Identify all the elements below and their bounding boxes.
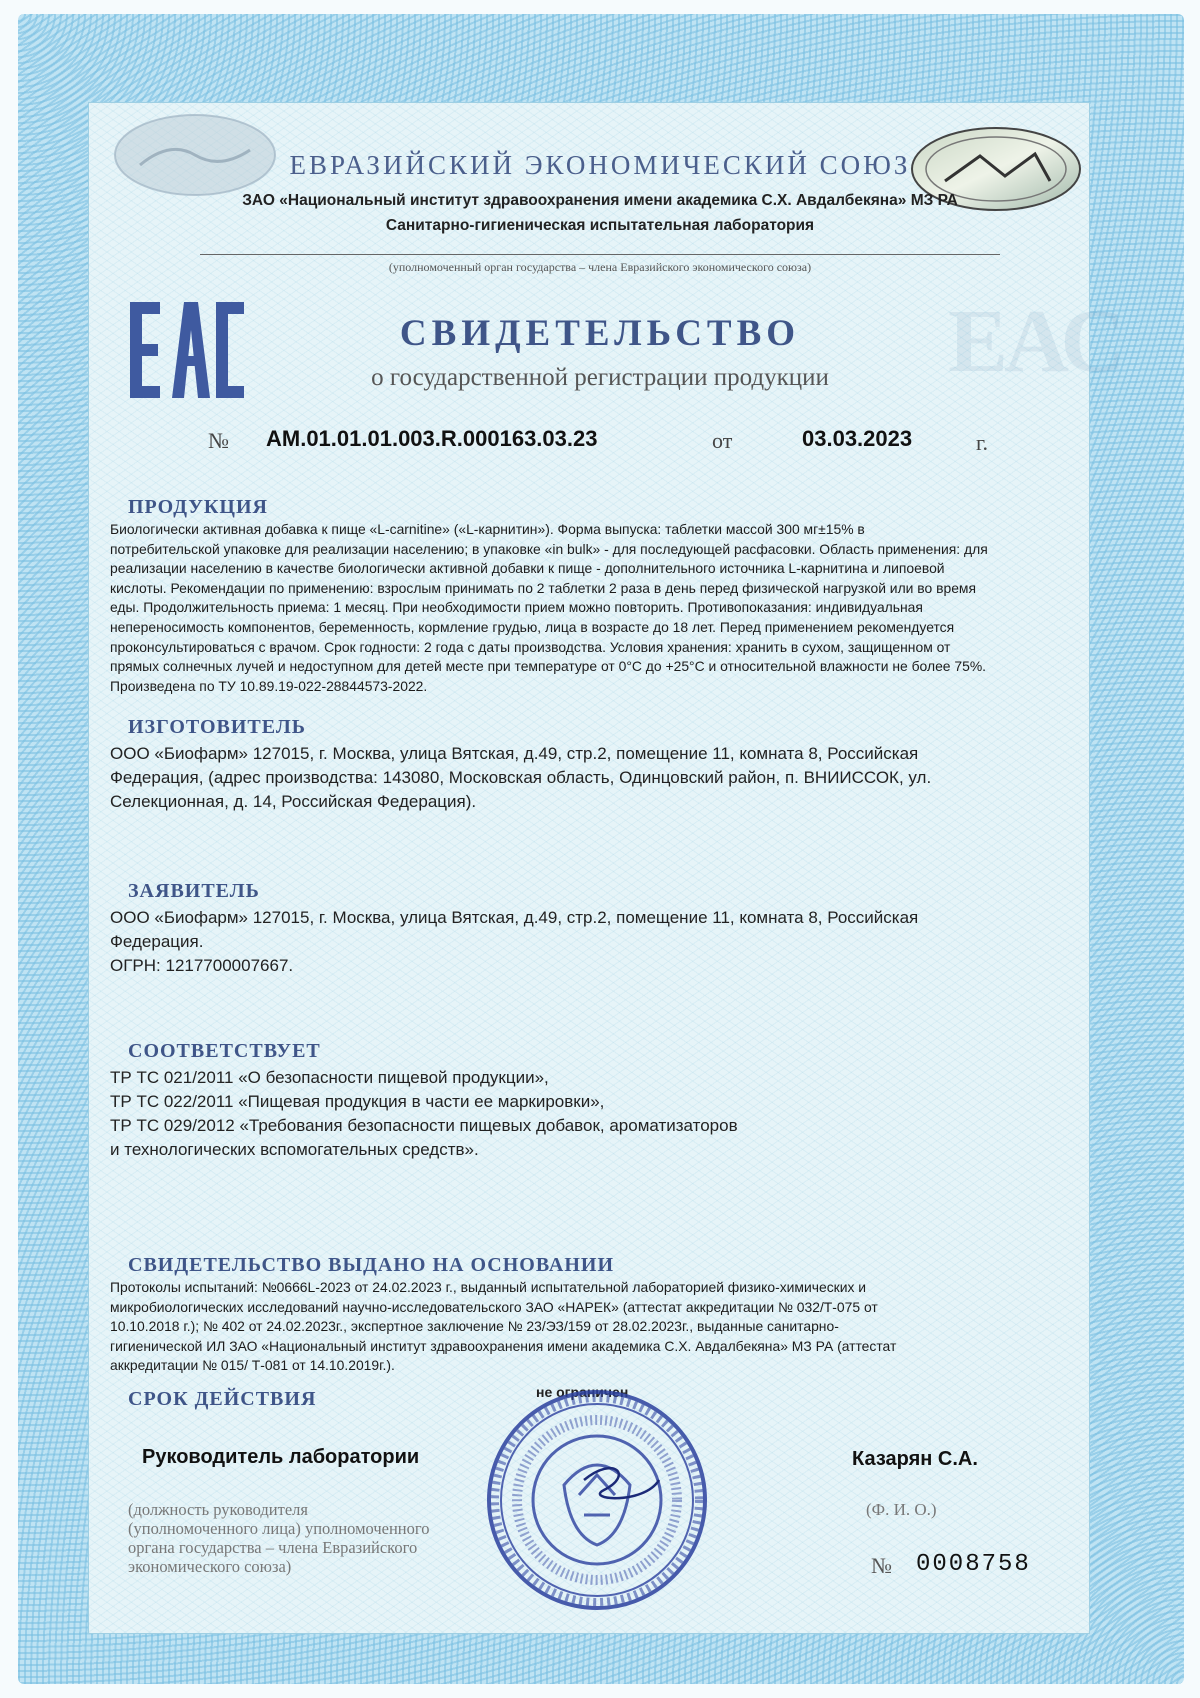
basis-line: аккредитации № 015/ Т-081 от 14.10.2019г.).: [110, 1357, 395, 1374]
applicant-heading: ЗАЯВИТЕЛЬ: [128, 880, 260, 902]
manufacturer-line: ООО «Биофарм» 127015, г. Москва, улица Вятская, д.49, стр.2, помещение 11, комната 8, Российская: [110, 744, 919, 763]
basis-line: гигиенической ИЛ ЗАО «Национальный институт здравоохранения имени академика С.Х. Авдалбекяна» МЗ РА (аттестат: [110, 1337, 897, 1354]
certificate-title: СВИДЕТЕЛЬСТВО: [399, 313, 801, 354]
eac-logo-icon: [128, 300, 246, 400]
product-line: Произведена по ТУ 10.89.19-022-28844573-2022.: [110, 677, 428, 694]
regulation-item: ТР ТС 021/2011 «О безопасности пищевой продукции»,: [110, 1068, 549, 1087]
basis-line: микробиологических исследований научно-исследовательского ЗАО «НАРЕК» (аттестат аккредитации № 032/Т-075 от: [110, 1298, 878, 1315]
certificate-subtitle: о государственной регистрации продукции: [371, 364, 829, 391]
header-divider: [200, 254, 1000, 255]
applicant-line: ОГРН: 1217700007667.: [110, 956, 294, 975]
signatory-position: Руководитель лаборатории: [142, 1446, 420, 1468]
form-serial-number: 0008758: [916, 1551, 1031, 1578]
basis-heading: СВИДЕТЕЛЬСТВО ВЫДАНО НА ОСНОВАНИИ: [128, 1254, 615, 1276]
eac-watermark: ЕАС: [948, 292, 1122, 391]
product-heading: ПРОДУКЦИЯ: [128, 496, 268, 518]
product-line: непереносимость компонентов, беременность, кормление грудью, лица в возрасте до 18 лет. Перед применением рекомендуется: [110, 618, 955, 635]
fio-note: (Ф. И. О.): [866, 1500, 937, 1519]
date-prefix: от: [712, 428, 733, 453]
regulation-item: ТР ТС 022/2011 «Пищевая продукция в части ее маркировки»,: [110, 1092, 605, 1111]
manufacturer-line: Селекционная, д. 14, Российская Федерация).: [110, 792, 477, 811]
conforms-list: [110, 1066, 1010, 1162]
product-description: [110, 520, 1078, 696]
certificate-date: 03.03.2023: [802, 426, 913, 451]
institute-name: ЗАО «Национальный институт здравоохранения имени академика С.Х. Авдалбекяна» МЗ РА: [242, 192, 958, 209]
basis-line: 10.10.2018 г.); № 402 от 24.02.2023г., экспертное заключение № 23/ЭЗ/159 от 28.02.2023г., выданные санитарно-: [110, 1318, 839, 1335]
number-label: №: [208, 428, 229, 453]
product-line: кислоты. Рекомендации по применению: взрослым принимать по 2 таблетки 2 раза в день перед физической нагрузкой или во время: [110, 579, 976, 596]
manufacturer-address: [110, 742, 1065, 814]
product-line: реализации населению в качестве биологически активной добавки к пище - дополнительного источника L-карнитина и липоевой: [110, 560, 945, 577]
manufacturer-heading: ИЗГОТОВИТЕЛЬ: [128, 716, 306, 738]
position-note-line: органа государства – члена Евразийского: [128, 1538, 418, 1557]
official-stamp-icon: [484, 1385, 710, 1615]
applicant-line: Федерация.: [110, 932, 204, 951]
union-title: ЕВРАЗИЙСКИЙ ЭКОНОМИЧЕСКИЙ СОЮЗ: [289, 150, 911, 180]
serial-label: №: [871, 1553, 892, 1578]
product-line: Биологически активная добавка к пище «L-carnitine» («L-карнитин»). Форма выпуска: таблетки массой 300 мг±15% в: [110, 521, 865, 537]
certificate-number: AM.01.01.01.003.R.000163.03.23: [266, 426, 598, 451]
product-line: еды. Продолжительность приема: 1 месяц. При необходимости прием можно повторить. Противопоказания: индивидуальная: [110, 599, 923, 616]
product-line: потребительской упаковке для реализации населению; в упаковке «in bulk» - для последующей расфасовки. Область применения: для: [110, 540, 988, 557]
position-note-line: (должность руководителя: [128, 1500, 308, 1519]
validity-heading: СРОК ДЕЙСТВИЯ: [128, 1388, 317, 1410]
laboratory-name: Санитарно-гигиеническая испытательная лаборатория: [385, 217, 815, 234]
validity-value: не ограничен: [536, 1384, 629, 1400]
date-suffix: г.: [976, 430, 989, 455]
regulation-item: ТР ТС 029/2012 «Требования безопасности пищевых добавок, ароматизаторов: [110, 1116, 738, 1135]
regulation-item: и технологических вспомогательных средств».: [110, 1140, 479, 1159]
applicant-address: [110, 906, 1078, 978]
product-line: прямых солнечных лучей и недоступном для детей месте при температуре от 0°С до +25°С и относительной влажности не более 75%.: [110, 658, 987, 675]
product-line: проконсультироваться с врачом. Срок годности: 2 года с даты производства. Условия хранения: хранить в сухом, защищенном от: [110, 638, 951, 655]
position-note-line: экономического союза): [128, 1557, 292, 1576]
signatory-name: Казарян С.А.: [852, 1448, 978, 1470]
authority-note: (уполномоченный орган государства – члена Евразийского экономического союза): [388, 260, 812, 274]
basis-text: [110, 1278, 1078, 1376]
manufacturer-line: Федерация, (адрес производства: 143080, Московская область, Одинцовский район, п. ВНИИССОК, ул.: [110, 768, 932, 787]
applicant-line: ООО «Биофарм» 127015, г. Москва, улица Вятская, д.49, стр.2, помещение 11, комната 8, Российская: [110, 908, 919, 927]
position-note: [128, 1500, 508, 1576]
conforms-heading: СООТВЕТСТВУЕТ: [128, 1040, 321, 1062]
basis-line: Протоколы испытаний: №0666L-2023 от 24.02.2023 г., выданный испытательной лабораторией физико-химических и: [110, 1279, 867, 1295]
position-note-line: (уполномоченного лица) уполномоченного: [128, 1519, 430, 1538]
